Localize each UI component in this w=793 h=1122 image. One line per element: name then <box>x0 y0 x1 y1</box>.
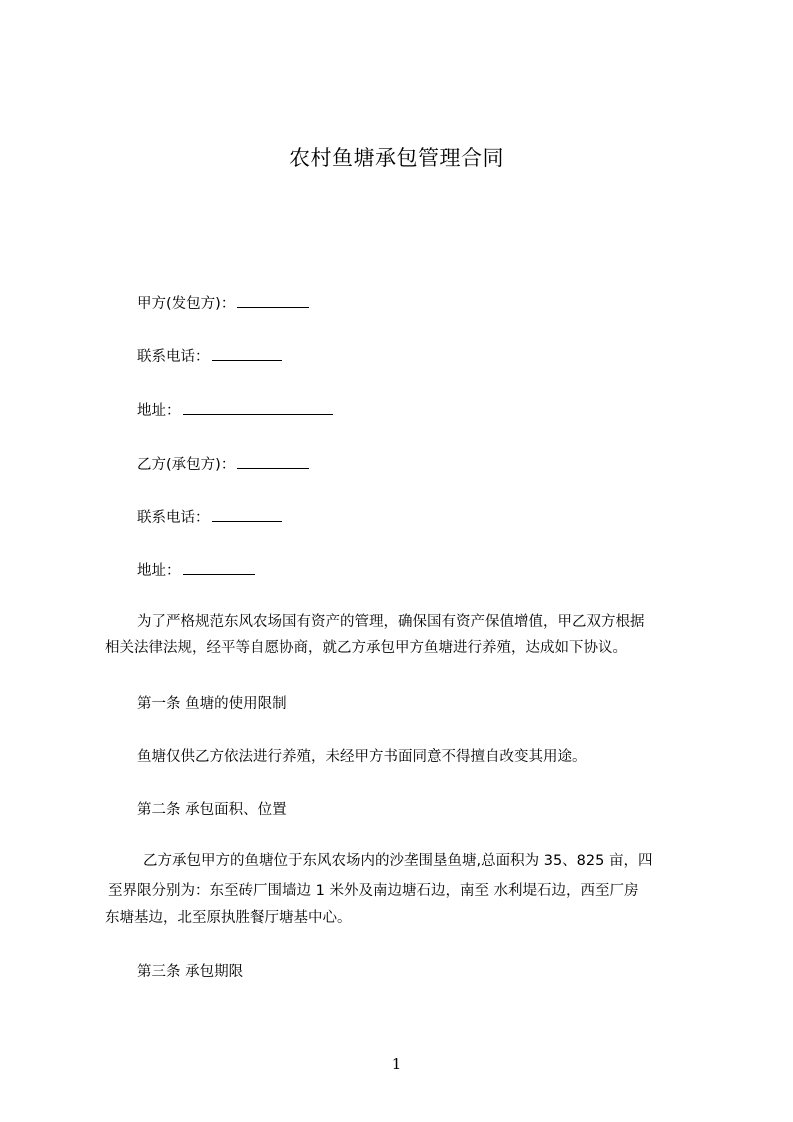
party-a-phone-blank[interactable] <box>212 346 282 361</box>
article-3-heading: 第三条 承包期限 <box>137 964 244 980</box>
party-a-phone-line <box>137 345 282 366</box>
page-number: 1 <box>391 1055 402 1073</box>
article-1-heading: 第一条 鱼塘的使用限制 <box>137 696 287 712</box>
party-a-address-line <box>137 399 333 420</box>
party-b-phone-blank[interactable] <box>212 507 282 522</box>
intro-line-1: 为了严格规范东风农场国有资产的管理，确保国有资产保值增值，甲乙双方根据 <box>137 614 645 630</box>
party-b-label: 乙方(承包方)： <box>137 457 236 473</box>
party-b-address-line <box>137 559 255 580</box>
party-a-line <box>137 292 309 313</box>
party-a-phone-label: 联系电话： <box>137 349 210 365</box>
party-b-phone-label: 联系电话： <box>137 510 210 526</box>
party-b-address-label: 地址： <box>137 563 181 579</box>
party-a-blank[interactable] <box>237 293 309 308</box>
article-2-line-2: 至界限分别为：东至砖厂围墙边 1 米外及南边塘石边，南至 水利堤石边，西至厂房 <box>108 883 639 899</box>
intro-line-2: 相关法律法规，经平等自愿协商，就乙方承包甲方鱼塘进行养殖，达成如下协议。 <box>105 640 627 656</box>
party-a-address-label: 地址： <box>137 403 181 419</box>
article-1-body: 鱼塘仅供乙方依法进行养殖，未经甲方书面同意不得擅自改变其用途。 <box>137 749 587 765</box>
party-a-address-blank[interactable] <box>183 400 333 415</box>
article-2-line-3: 东塘基边，北至原执胜餐厅塘基中心。 <box>105 910 352 926</box>
party-b-blank[interactable] <box>237 454 309 469</box>
party-b-address-blank[interactable] <box>183 560 255 575</box>
party-b-phone-line <box>137 506 282 527</box>
article-2-heading: 第二条 承包面积、位置 <box>137 802 287 818</box>
party-b-line <box>137 453 309 474</box>
article-2-line-1: 乙方承包甲方的鱼塘位于东风农场内的沙垄围垦鱼塘,总面积为 35、825 亩，四 <box>143 853 653 869</box>
document-title: 农村鱼塘承包管理合同 <box>289 146 504 170</box>
party-a-label: 甲方(发包方)： <box>137 296 236 312</box>
